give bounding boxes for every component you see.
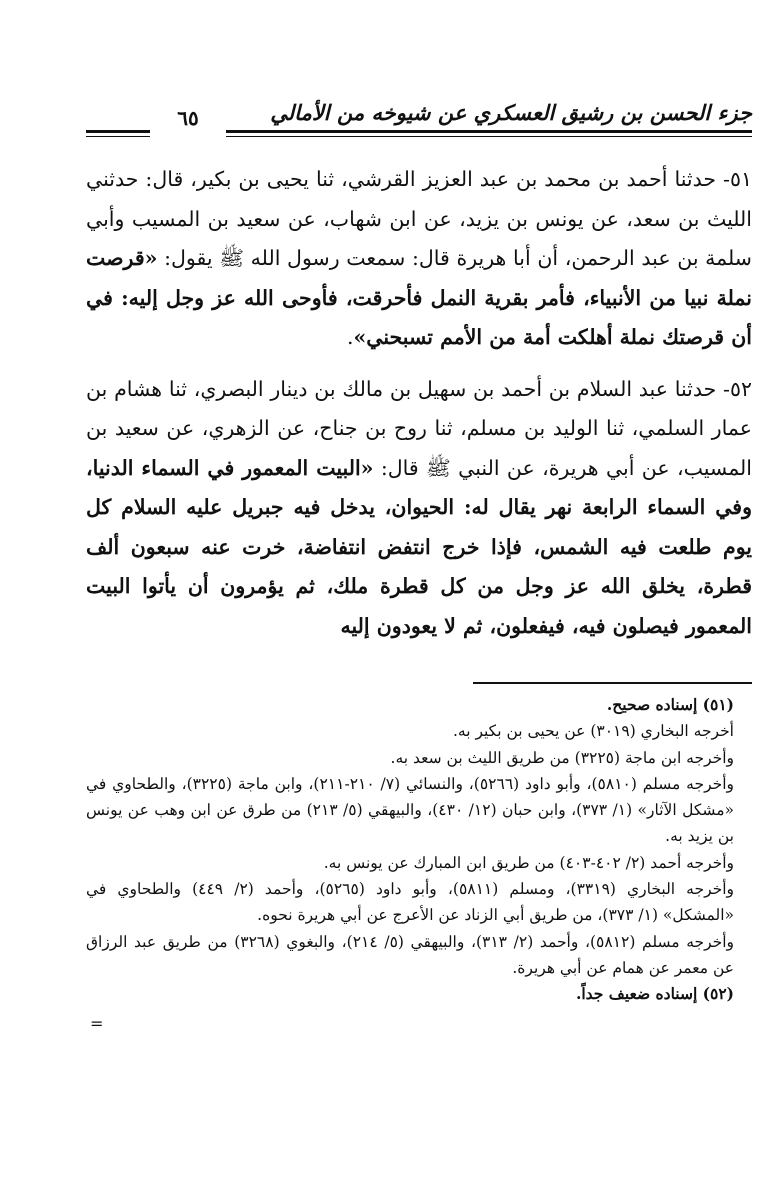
hadith-52 [86, 370, 752, 647]
header-rule-left [86, 130, 150, 137]
footnote-52-heading: (٥٢) إسناده ضعيف جداً. [575, 984, 734, 1004]
page-number: ٦٥ [177, 106, 199, 130]
footnote-51-line: وأخرجه مسلم (٥٨١٠)، وأبو داود (٥٢٦٦)، والنسائي (٧/ ٢١٠-٢١١)، وابن ماجة (٣٢٢٥)، والطحاوي في «مشكل الآثار» (١/ ٣٧٣)، وابن حبان (١٢/ ٤٣٠)، والبيهقي (٥/ ٢١٣) من طرق عن ابن وهب عن يونس بن يزيد به. [86, 774, 735, 846]
hadith-51-narration: ٥١- حدثنا أحمد بن محمد بن عبد العزيز القرشي، ثنا يحيى بن بكير، قال: حدثني الليث بن سعد، عن يونس بن يزيد، عن ابن شهاب، عن سعيد بن المسيب وأبي سلمة بن عبد الرحمن، أن أبا هريرة قال: سمعت رسول الله ﷺ يقول: [86, 167, 752, 270]
footnote-separator [473, 682, 752, 684]
hadith-52-narration: ٥٢- حدثنا عبد السلام بن أحمد بن سهيل بن مالك بن دينار البصري، ثنا هشام بن عمار السلمي، ثنا الوليد بن مسلم، ثنا روح بن جناح، عن الزهري، عن سعيد بن المسيب، عن أبي هريرة، عن النبي ﷺ قال: [86, 376, 752, 480]
footnote-51-line: وأخرجه ابن ماجة (٣٢٢٥) من طريق الليث بن سعد به. [390, 748, 734, 767]
footnote-51-line: وأخرجه البخاري (٣٣١٩)، ومسلم (٥٨١١)، وأبو داود (٥٢٦٥)، وأحمد (٢/ ٤٤٩) والطحاوي في «المشكل» (١/ ٣٧٣)، من طريق أبي الزناد عن الأعرج عن أبي هريرة نحوه. [86, 880, 735, 925]
footnote-51-heading: (٥١) إسناده صحيح. [606, 695, 734, 714]
continuation-mark: = [90, 1014, 104, 1033]
footnote-51-line: وأخرجه أحمد (٢/ ٤٠٢-٤٠٣) من طريق ابن المبارك عن يونس به. [323, 853, 734, 872]
footnote-51-line: أخرجه البخاري (٣٠١٩) عن يحيى بن بكير به. [452, 722, 734, 741]
running-title: جزء الحسن بن رشيق العسكري عن شيوخه من الأمالي [270, 100, 752, 125]
footnote-51-line: وأخرجه مسلم (٥٨١٢)، وأحمد (٢/ ٣١٣)، والبيهقي (٥/ ٢١٤)، والبغوي (٣٢٦٨) من طريق عبد الرزاق عن معمر عن همام عن أبي هريرة. [86, 932, 735, 977]
hadith-51-matn: «قرصت نملة نبيا من الأنبياء، فأمر بقرية النمل فأحرقت، فأوحى الله عز وجل إليه: في أن قرصتك نملة أهلكت أمة من الأمم تسبحني» [86, 246, 752, 349]
hadith-51-end: . [346, 325, 354, 349]
footnotes [86, 692, 752, 1008]
main-text [86, 160, 752, 646]
hadith-51 [86, 160, 752, 358]
page-header [86, 96, 752, 142]
hadith-52-matn: «البيت المعمور في السماء الدنيا، وفي السماء الرابعة نهر يقال له: الحيوان، يدخل فيه جبريل عليه السلام كل يوم طلعت فيه الشمس، فإذا خرج انتفض انتفاضة، خرت عنه سبعون ألف قطرة، يخلق الله عز وجل من كل قطرة ملك، ثم يؤمرون أن يأتوا البيت المعمور فيصلون فيه، فيفعلون، ثم لا يعودون إليه [86, 455, 752, 638]
header-rule-right [226, 130, 752, 137]
